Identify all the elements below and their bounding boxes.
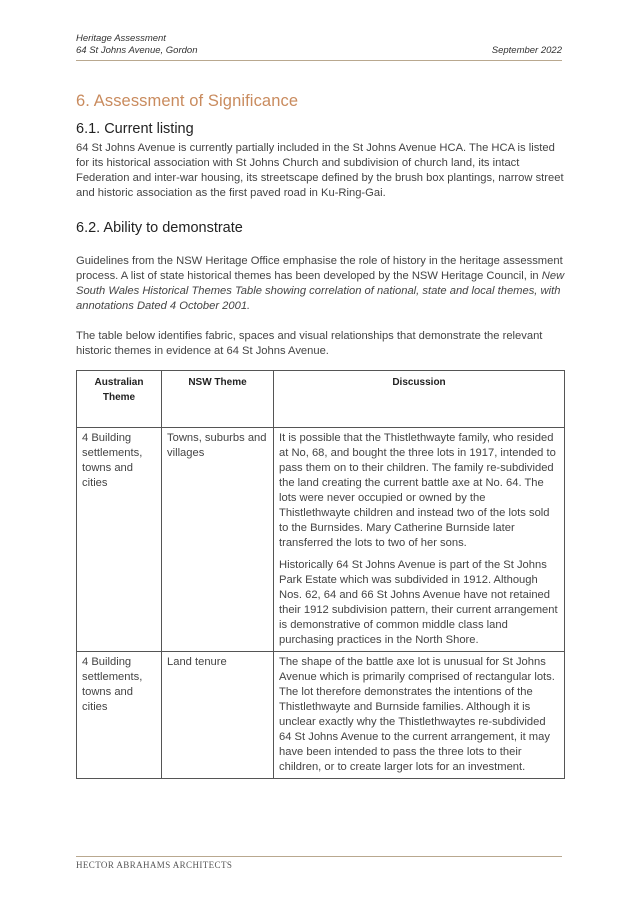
cell-nsw-theme: Towns, suburbs and villages bbox=[162, 428, 274, 652]
table-header-row bbox=[77, 371, 565, 428]
footer-divider bbox=[76, 856, 562, 857]
cell-discussion bbox=[274, 652, 565, 779]
table-row bbox=[77, 652, 565, 779]
col-header-nsw-theme: NSW Theme bbox=[162, 371, 274, 428]
ability-paragraph-2: The table below identifies fabric, spaces and visual relationships that demonstrate the relevant historic themes in evidence at 64 St Johns Avenue. bbox=[76, 330, 543, 357]
footer-firm-name: HECTOR ABRAHAMS ARCHITECTS bbox=[76, 860, 233, 870]
cell-australian-theme: 4 Building settlements, towns and cities bbox=[77, 652, 162, 779]
current-listing-heading: 6.1. Current listing bbox=[76, 121, 194, 137]
section-title: 6. Assessment of Significance bbox=[76, 92, 299, 110]
running-header bbox=[76, 33, 197, 57]
header-date: September 2022 bbox=[491, 45, 562, 56]
themes-table bbox=[76, 370, 565, 779]
themes-table-citation: New South Wales Historical Themes Table showing correlation of national, state and local themes, with annotations Dated 4 October 2001. bbox=[76, 270, 565, 312]
header-address: 64 St Johns Avenue, Gordon bbox=[76, 45, 198, 56]
ability-paragraph-1 bbox=[76, 254, 566, 314]
cell-nsw-theme: Land tenure bbox=[162, 652, 274, 779]
ability-paragraph-1-text: Guidelines from the NSW Heritage Office emphasise the role of history in the heritage assessment process. A list of state historical themes has been developed by the NSW Heritage Council, in bbox=[76, 255, 563, 282]
table-row bbox=[77, 428, 565, 652]
current-listing-body: 64 St Johns Avenue is currently partially included in the St Johns Avenue HCA. The HCA is listed for its historical association with St Johns Church and subdivision of church land, its intact Federation and inter-war housing, its streetscape defined by the brush box plantings, narrow street and historic association as the first paved road in Ku-Ring-Gai. bbox=[76, 142, 564, 199]
cell-australian-theme: 4 Building settlements, towns and cities bbox=[77, 428, 162, 652]
col-header-australian-theme: Australian Theme bbox=[77, 371, 162, 428]
col-header-discussion: Discussion bbox=[274, 371, 565, 428]
discussion-paragraph: Historically 64 St Johns Avenue is part of the St Johns Park Estate which was subdivided in 1912. Although Nos. 62, 64 and 66 St Johns Avenue have not retained their 1912 subdivision pattern, their current arrangement is demonstrative of common middle class land purchasing practices in the North Shore. bbox=[279, 559, 558, 646]
discussion-paragraph: The shape of the battle axe lot is unusual for St Johns Avenue which is primarily comprised of rectangular lots. The lot therefore demonstrates the intentions of the Thistlethwayte and Burnside families. Although it is unclear exactly why the Thistlethwaytes re-subdivided 64 St Johns Avenue to the current arrangement, it may have been intended to pass the three lots to their children, or to create larger lots for an investment. bbox=[279, 656, 555, 773]
header-divider bbox=[76, 60, 562, 61]
cell-discussion bbox=[274, 428, 565, 652]
ability-heading: 6.2. Ability to demonstrate bbox=[76, 220, 243, 236]
header-doc-type: Heritage Assessment bbox=[76, 33, 166, 44]
discussion-paragraph: It is possible that the Thistlethwayte family, who resided at No, 68, and bought the three lots in 1917, intended to pass them on to their children. The family re-subdivided the land creating the current battle axe at No. 64. The lots were never occupied or owned by the Thistlethwayte children and instead two of the lots sold to the Burnsides. Mary Catherine Burnside later transferred the lots to two of her sons. bbox=[279, 432, 556, 549]
